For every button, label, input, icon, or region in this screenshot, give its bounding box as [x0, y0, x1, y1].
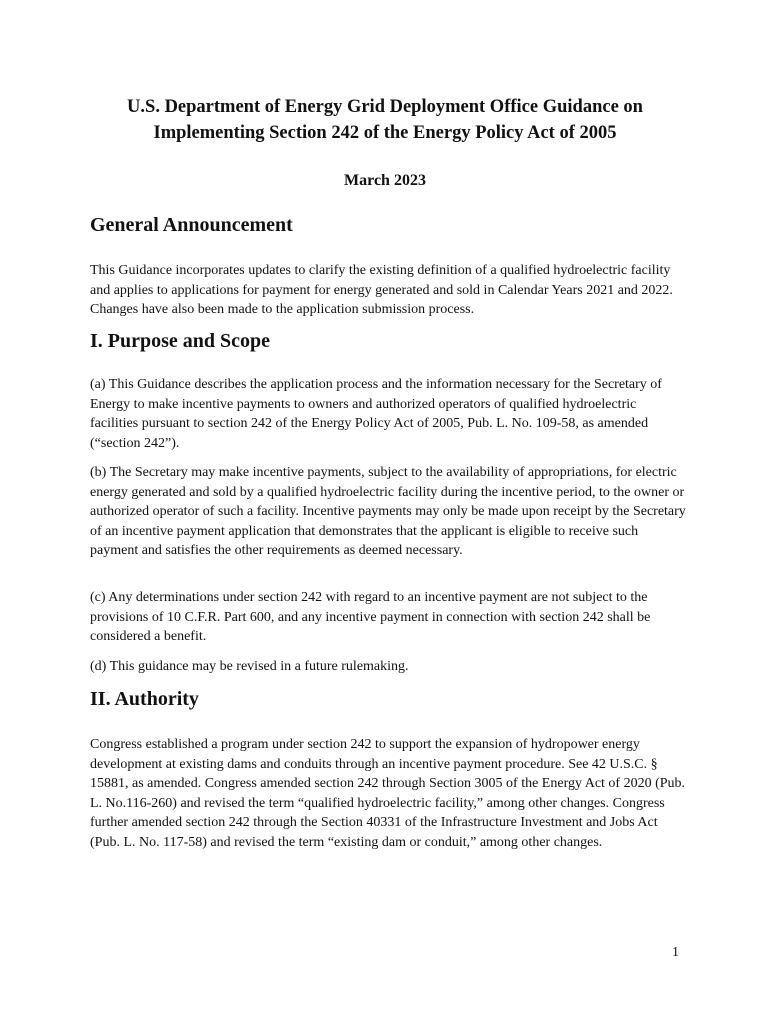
heading-purpose-and-scope: I. Purpose and Scope: [90, 330, 271, 352]
paragraph-purpose-c: (c) Any determinations under section 242 with regard to an incentive payment are not subject to the provisions of 10 C.F.R. Part 600, and any incentive payment in connection with section 242 shall be considered a benefit.: [90, 590, 651, 645]
heading-authority: II. Authority: [90, 688, 199, 710]
heading-general-announcement: General Announcement: [90, 214, 293, 236]
document-date: March 2023: [344, 172, 426, 189]
paragraph-purpose-a: (a) This Guidance describes the application process and the information necessary for the Secretary of Energy to make incentive payments to owners and authorized operators of qualified hydroelectric facilities pursuant to section 242 of the Energy Policy Act of 2005, Pub. L. No. 109-58, as amended (“section 242”).: [90, 377, 662, 451]
title-line-1: U.S. Department of Energy Grid Deployment Office Guidance on: [127, 97, 643, 117]
title-line-2: Implementing Section 242 of the Energy Policy Act of 2005: [153, 123, 617, 143]
paragraph-authority: Congress established a program under section 242 to support the expansion of hydropower energy development at existing dams and conduits through an incentive payment procedure. See 42 U.S.C. § 15881, as amended. Congress amended section 242 through Section 3005 of the Energy Act of 2020 (Pub. L. No.116-260) and revised the term “qualified hydroelectric facility,” among other changes. Congress further amended section 242 through the Section 40331 of the Infrastructure Investment and Jobs Act (Pub. L. No. 117-58) and revised the term “existing dam or conduit,” among other changes.: [90, 737, 686, 850]
paragraph-general-announcement: This Guidance incorporates updates to clarify the existing definition of a qualified hydroelectric facility and applies to applications for payment for energy generated and sold in Calendar Years 2021 and 2022. Changes have also been made to the application submission process.: [90, 263, 673, 318]
paragraph-purpose-b: (b) The Secretary may make incentive payments, subject to the availability of appropriations, for electric energy generated and sold by a qualified hydroelectric facility during the incentive period, to the owner or authorized operator of such a facility. Incentive payments may only be made upon receipt by the Secretary of an incentive payment application that demonstrates that the applicant is eligible to receive such payment and satisfies the other requirements as deemed necessary.: [90, 465, 686, 559]
paragraph-purpose-d: (d) This guidance may be revised in a future rulemaking.: [90, 659, 409, 674]
page-number: 1: [672, 945, 679, 960]
document-title: [60, 94, 710, 146]
